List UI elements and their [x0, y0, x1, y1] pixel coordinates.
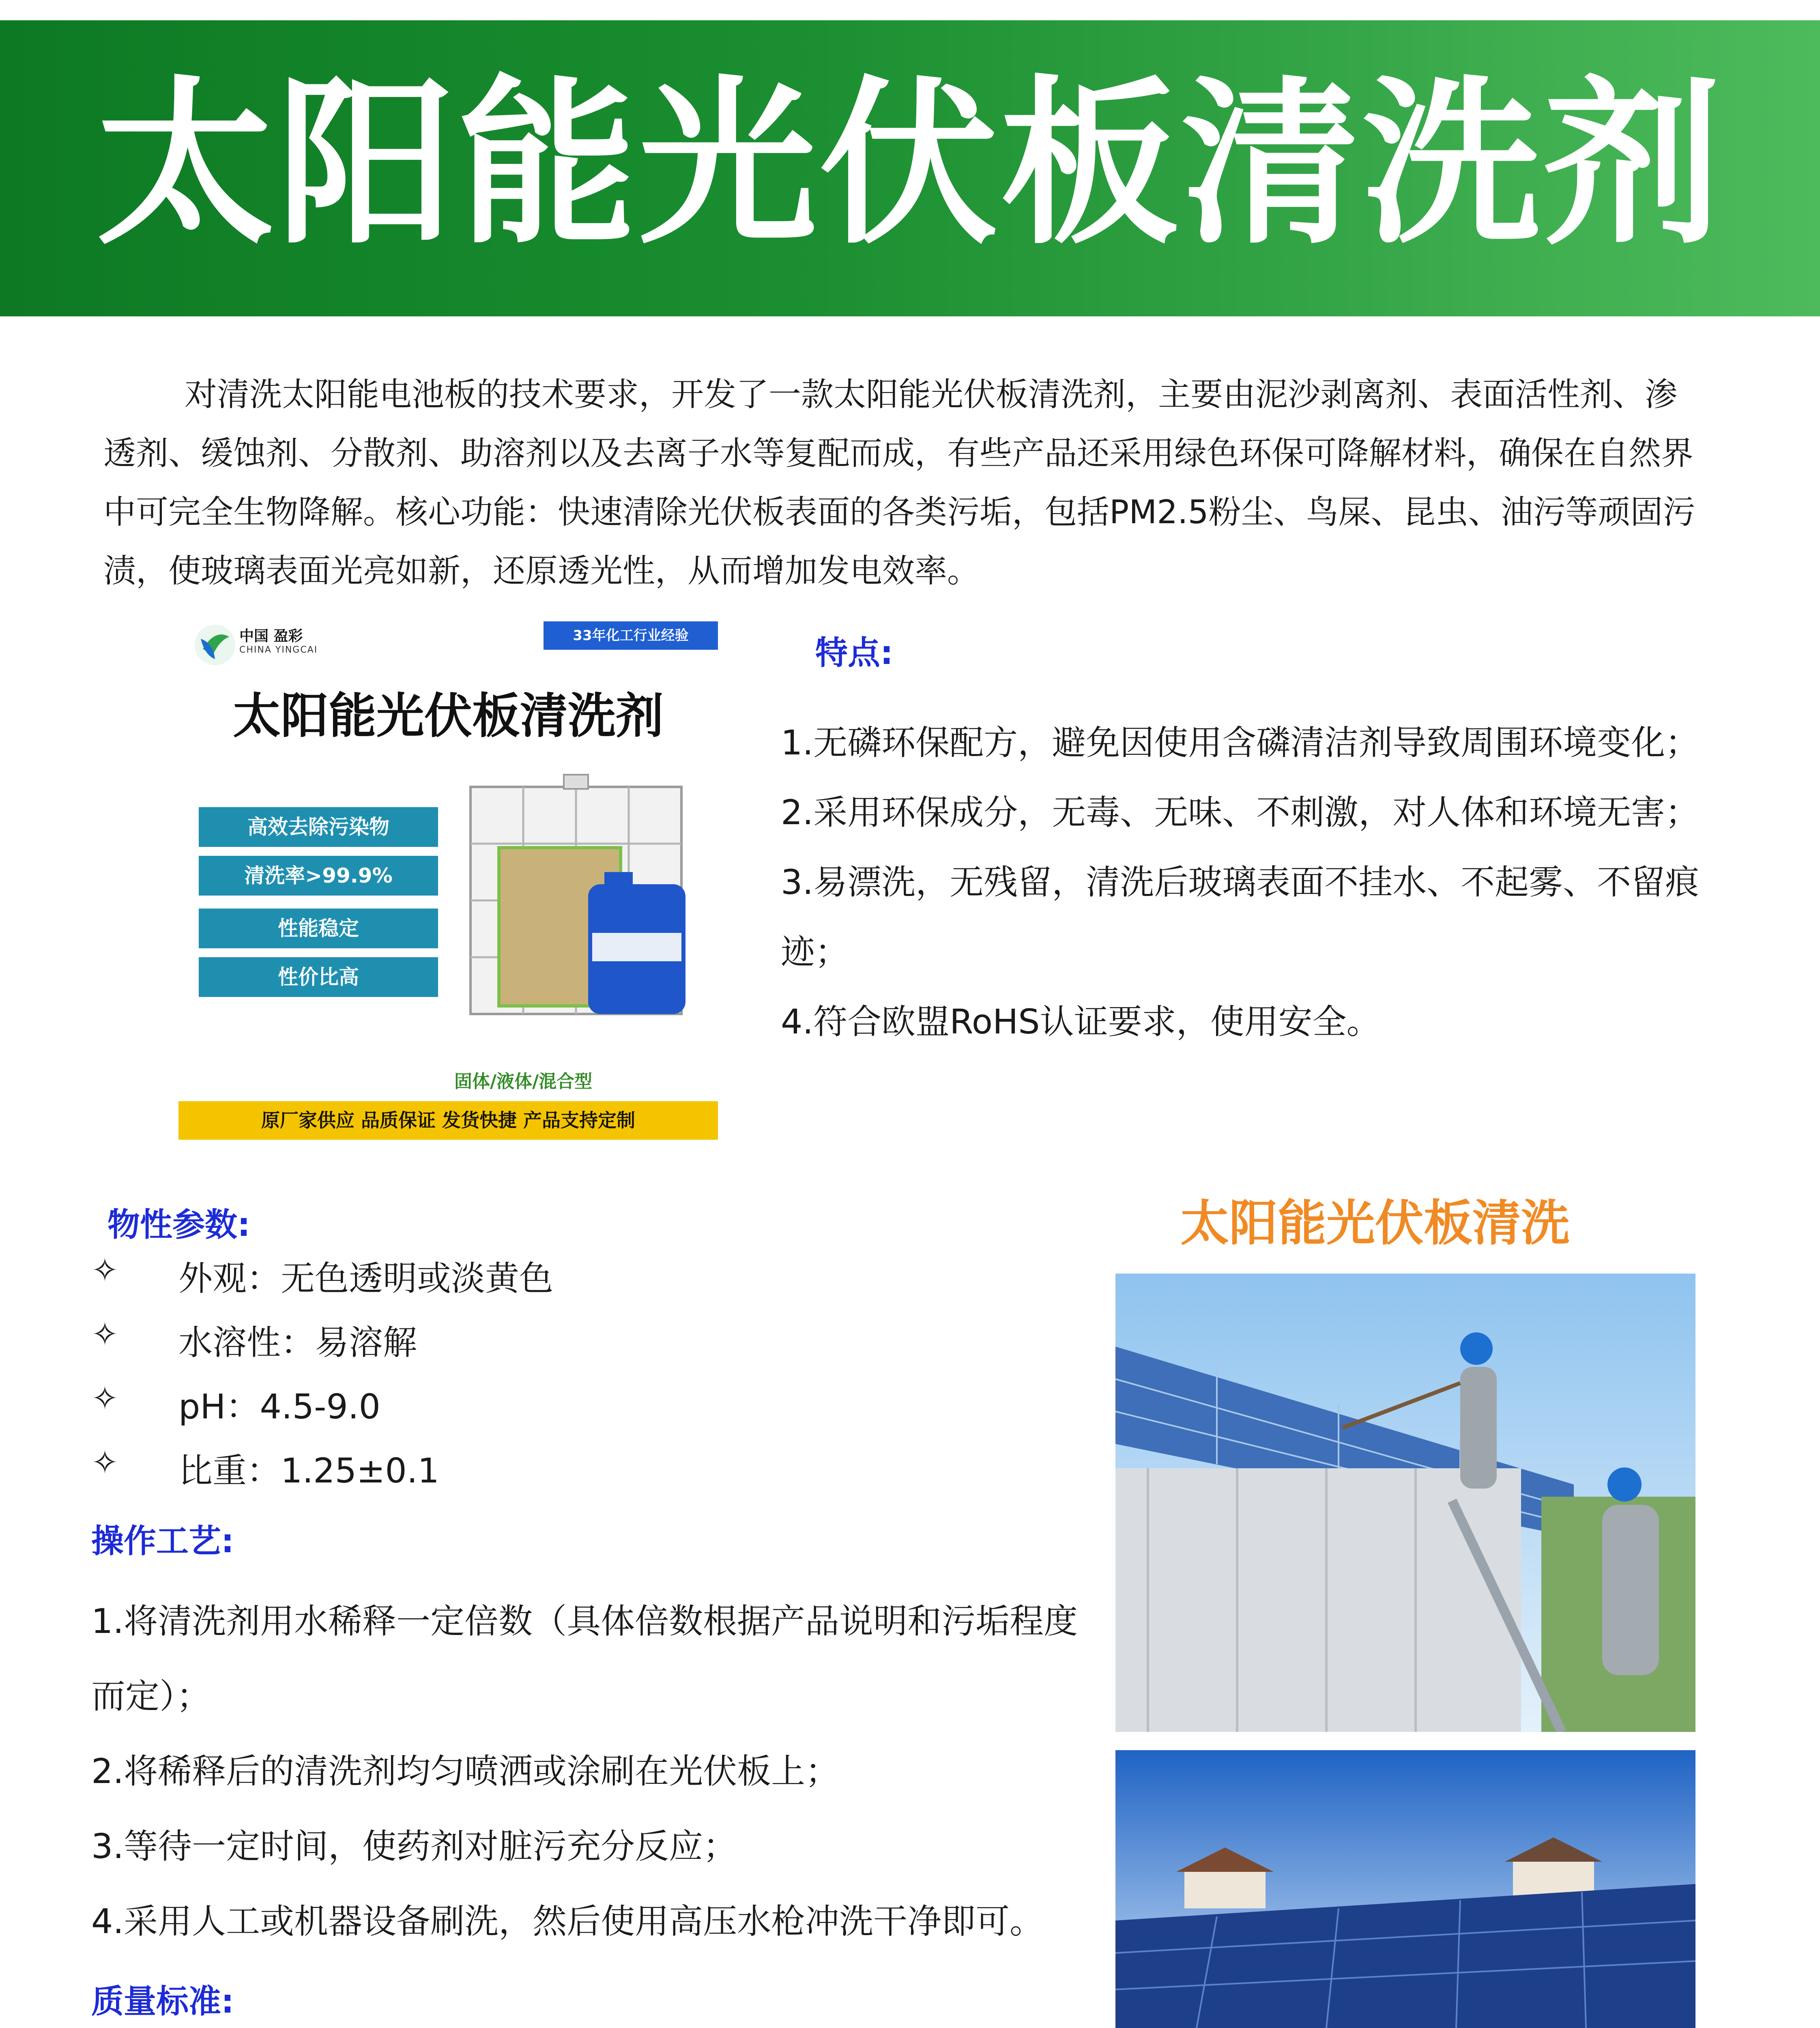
header-banner: [0, 20, 1820, 316]
sparkle-bullet-icon: ✧: [91, 1251, 119, 1289]
features-list: [781, 708, 1750, 1057]
promo-tag: 高效去除污染物: [199, 807, 438, 847]
feature-item: 1.无磷环保配方，避免因使用含磷清洁剂导致周围环境变化；: [781, 723, 1700, 763]
feature-item: 4.符合欧盟RoHS认证要求，使用安全。: [781, 1002, 1381, 1042]
promo-tag: 性能稳定: [199, 909, 438, 948]
process-step: 4.采用人工或机器设备刷洗，然后使用高压水枪冲洗干净即可。: [91, 1901, 1044, 1941]
workers-cleaning-panels-photo: [1115, 1274, 1695, 1732]
brand-name: 中国 盈彩: [239, 628, 303, 644]
param-text: 水溶性：易溶解: [178, 1323, 417, 1362]
promo-title: 太阳能光伏板清洗剂: [232, 688, 664, 744]
process-steps: [91, 1584, 1093, 1959]
process-step: 2.将稀释后的清洗剂均匀喷洒或涂刷在光伏板上；: [91, 1751, 840, 1791]
brand-logo-icon: [191, 621, 239, 669]
features-heading: 特点:: [815, 634, 893, 672]
promo-tag: 性价比高: [199, 957, 438, 997]
param-text: 外观：无色透明或淡黄色: [178, 1259, 554, 1298]
rooftop-solar-array-photo: [1115, 1750, 1695, 2028]
product-containers-illustration: [466, 771, 698, 1022]
param-text: pH：4.5-9.0: [178, 1387, 380, 1426]
sparkle-bullet-icon: ✧: [91, 1444, 119, 1481]
page-title: 太阳能光伏板清洗剂: [96, 60, 1724, 268]
experience-badge: 33年化工行业经验: [544, 621, 718, 650]
product-forms-caption: 固体/液体/混合型: [454, 1071, 593, 1092]
feature-item: 3.易漂洗，无残留，清洗后玻璃表面不挂水、不起雾、不留痕迹；: [781, 862, 1700, 972]
intro-paragraph: 对清洗太阳能电池板的技术要求，开发了一款太阳能光伏板清洗剂，主要由泥沙剥离剂、表面活性剂、渗透剂、缓蚀剂、分散剂、助溶剂以及去离子水等复配而成，有些产品还采用绿色环保可降解材料，确保在自然界中可完全生物降解。核心功能：快速清除光伏板表面的各类污垢，包括PM2.5粉尘、鸟屎、昆虫、油污等顽固污渍，使玻璃表面光亮如新，还原透光性，从而增加发电效率。: [103, 376, 1695, 590]
brand-name-en: CHINA YINGCAI: [239, 645, 318, 655]
process-heading: 操作工艺:: [91, 1522, 234, 1560]
promo-tag: 清洗率>99.9%: [199, 856, 438, 896]
sparkle-bullet-icon: ✧: [91, 1315, 119, 1353]
process-step: 1.将清洗剂用水稀释一定倍数（具体倍数根据产品说明和污垢程度而定）；: [91, 1601, 1078, 1716]
photos-title: 太阳能光伏板清洗: [1180, 1195, 1570, 1252]
quality-heading: 质量标准:: [91, 1983, 234, 2020]
param-text: 比重：1.25±0.1: [178, 1451, 440, 1491]
params-heading: 物性参数:: [107, 1206, 250, 1244]
promo-footer-banner: 原厂家供应 品质保证 发货快捷 产品支持定制: [178, 1101, 718, 1140]
sparkle-bullet-icon: ✧: [91, 1379, 119, 1417]
feature-item: 2.采用环保成分，无毒、无味、不刺激，对人体和环境无害；: [781, 793, 1700, 832]
process-step: 3.等待一定时间，使药剂对脏污充分反应；: [91, 1826, 737, 1866]
product-promo-image: [178, 617, 718, 1140]
